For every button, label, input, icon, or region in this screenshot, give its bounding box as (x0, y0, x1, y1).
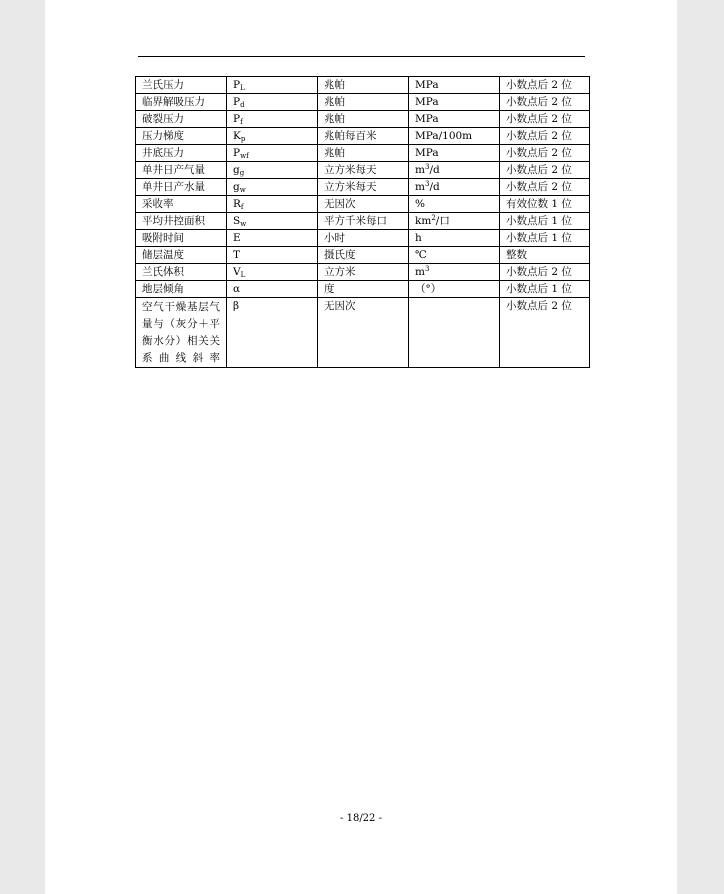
precision-cell: 小数点后 1 位 (500, 213, 590, 230)
param-symbol-cell (227, 94, 318, 111)
param-symbol-cell (227, 162, 318, 179)
param-symbol-cell (227, 128, 318, 145)
unit-exponent: 3 (424, 163, 430, 171)
table-row (136, 128, 590, 145)
table-row (136, 213, 590, 230)
unit-symbol-suffix: /口 (435, 215, 450, 227)
param-symbol-subscript: w (239, 186, 246, 194)
unit-symbol: ℃ (415, 249, 427, 261)
param-name-cell: 临界解吸压力 (136, 94, 227, 111)
param-symbol: T (233, 249, 241, 261)
unit-chinese-cell: 兆帕 (318, 145, 409, 162)
unit-symbol: m (415, 181, 425, 193)
unit-symbol: m (415, 164, 425, 176)
unit-symbol: （°） (415, 283, 442, 295)
param-symbol-cell (227, 213, 318, 230)
unit-symbol: MPa (415, 113, 439, 125)
param-symbol: β (233, 300, 240, 312)
unit-symbol-cell (409, 77, 500, 94)
parameter-table-body (136, 77, 590, 368)
param-symbol: g (233, 181, 240, 193)
header-rule (138, 56, 585, 57)
unit-symbol-cell (409, 213, 500, 230)
param-symbol: V (233, 266, 241, 278)
unit-chinese-cell: 度 (318, 281, 409, 298)
param-symbol-cell (227, 179, 318, 196)
unit-symbol-cell (409, 179, 500, 196)
param-symbol: g (233, 164, 240, 176)
unit-symbol: MPa/100m (415, 130, 473, 142)
param-symbol: K (233, 130, 241, 142)
unit-symbol-cell (409, 111, 500, 128)
precision-cell: 小数点后 2 位 (500, 162, 590, 179)
param-symbol-subscript: L (240, 84, 245, 92)
param-name-cell: 吸附时间 (136, 230, 227, 247)
unit-symbol-cell (409, 128, 500, 145)
param-symbol-subscript: p (240, 135, 246, 143)
table-row (136, 230, 590, 247)
unit-chinese-cell: 平方千米每口 (318, 213, 409, 230)
table-row (136, 111, 590, 128)
param-name-cell: 单井日产水量 (136, 179, 227, 196)
unit-symbol-cell (409, 196, 500, 213)
unit-chinese-cell: 摄氏度 (318, 247, 409, 264)
unit-symbol: MPa (415, 147, 439, 159)
param-symbol: E (233, 232, 241, 244)
param-symbol: S (233, 215, 241, 227)
table-row (136, 298, 590, 368)
param-name-cell: 兰氏体积 (136, 264, 227, 281)
unit-chinese-cell: 立方米每天 (318, 162, 409, 179)
param-symbol: P (233, 147, 241, 159)
param-symbol: P (233, 113, 241, 125)
precision-cell: 小数点后 2 位 (500, 179, 590, 196)
param-symbol-subscript: L (240, 271, 246, 279)
unit-symbol-suffix: /d (429, 164, 440, 176)
unit-exponent: 2 (431, 214, 436, 222)
table-row (136, 196, 590, 213)
table-row (136, 179, 590, 196)
precision-cell: 小数点后 1 位 (500, 230, 590, 247)
unit-symbol-cell (409, 94, 500, 111)
unit-symbol: km (415, 215, 432, 227)
param-name-cell: 单井日产气量 (136, 162, 227, 179)
param-symbol-subscript: d (240, 101, 245, 109)
unit-symbol-cell (409, 298, 500, 368)
param-symbol-cell (227, 145, 318, 162)
table-row (136, 162, 590, 179)
unit-chinese-cell: 无因次 (318, 298, 409, 368)
param-name-cell: 空气干燥基层气量与（灰分＋平衡水分）相关关系曲线斜率 (136, 298, 227, 368)
precision-cell: 小数点后 2 位 (500, 77, 590, 94)
param-symbol-cell (227, 230, 318, 247)
param-name-cell: 平均井控面积 (136, 213, 227, 230)
unit-symbol-cell (409, 281, 500, 298)
unit-chinese-cell: 立方米 (318, 264, 409, 281)
parameter-table (135, 76, 590, 368)
unit-symbol-cell (409, 162, 500, 179)
param-symbol-cell (227, 298, 318, 368)
precision-cell: 小数点后 2 位 (500, 298, 590, 368)
precision-cell: 小数点后 2 位 (500, 111, 590, 128)
param-name-cell: 储层温度 (136, 247, 227, 264)
param-symbol: P (233, 96, 241, 108)
param-name-cell: 兰氏压力 (136, 77, 227, 94)
precision-cell: 小数点后 2 位 (500, 94, 590, 111)
param-name-cell: 井底压力 (136, 145, 227, 162)
unit-symbol: MPa (415, 79, 439, 91)
unit-symbol-suffix: /d (429, 181, 440, 193)
precision-cell: 有效位数 1 位 (500, 196, 590, 213)
param-symbol-subscript: w (240, 220, 247, 228)
unit-exponent: 3 (424, 265, 430, 273)
document-page (45, 0, 677, 894)
param-symbol: R (233, 198, 241, 210)
param-symbol-cell (227, 77, 318, 94)
param-name-cell: 压力梯度 (136, 128, 227, 145)
unit-exponent: 3 (424, 180, 430, 188)
unit-chinese-cell: 兆帕每百米 (318, 128, 409, 145)
unit-symbol: m (415, 266, 425, 278)
unit-symbol-cell (409, 264, 500, 281)
table-row (136, 281, 590, 298)
param-symbol-subscript: wf (240, 152, 249, 160)
unit-symbol: % (415, 198, 425, 210)
unit-chinese-cell: 立方米每天 (318, 179, 409, 196)
page-number: - 18/22 - (340, 813, 382, 824)
unit-symbol: MPa (415, 96, 439, 108)
param-symbol-subscript: g (239, 169, 245, 177)
table-row (136, 94, 590, 111)
unit-symbol: h (415, 232, 422, 244)
param-symbol-cell (227, 281, 318, 298)
param-symbol-cell (227, 247, 318, 264)
param-symbol-cell (227, 264, 318, 281)
unit-chinese-cell: 兆帕 (318, 111, 409, 128)
table-row (136, 145, 590, 162)
unit-symbol-cell (409, 145, 500, 162)
unit-symbol-cell (409, 247, 500, 264)
table-row (136, 247, 590, 264)
param-name-cell: 采收率 (136, 196, 227, 213)
unit-chinese-cell: 无因次 (318, 196, 409, 213)
param-symbol-subscript: f (240, 118, 243, 126)
unit-chinese-cell: 兆帕 (318, 94, 409, 111)
param-name-cell: 破裂压力 (136, 111, 227, 128)
param-symbol: α (233, 283, 241, 295)
param-name-cell: 地层倾角 (136, 281, 227, 298)
param-symbol-cell (227, 196, 318, 213)
precision-cell: 小数点后 2 位 (500, 145, 590, 162)
precision-cell: 整数 (500, 247, 590, 264)
unit-chinese-cell: 兆帕 (318, 77, 409, 94)
param-symbol-subscript: f (240, 203, 244, 211)
precision-cell: 小数点后 2 位 (500, 264, 590, 281)
unit-symbol-cell (409, 230, 500, 247)
unit-chinese-cell: 小时 (318, 230, 409, 247)
precision-cell: 小数点后 2 位 (500, 128, 590, 145)
table-row (136, 264, 590, 281)
param-symbol-cell (227, 111, 318, 128)
table-row (136, 77, 590, 94)
precision-cell: 小数点后 1 位 (500, 281, 590, 298)
param-symbol: P (233, 79, 241, 91)
